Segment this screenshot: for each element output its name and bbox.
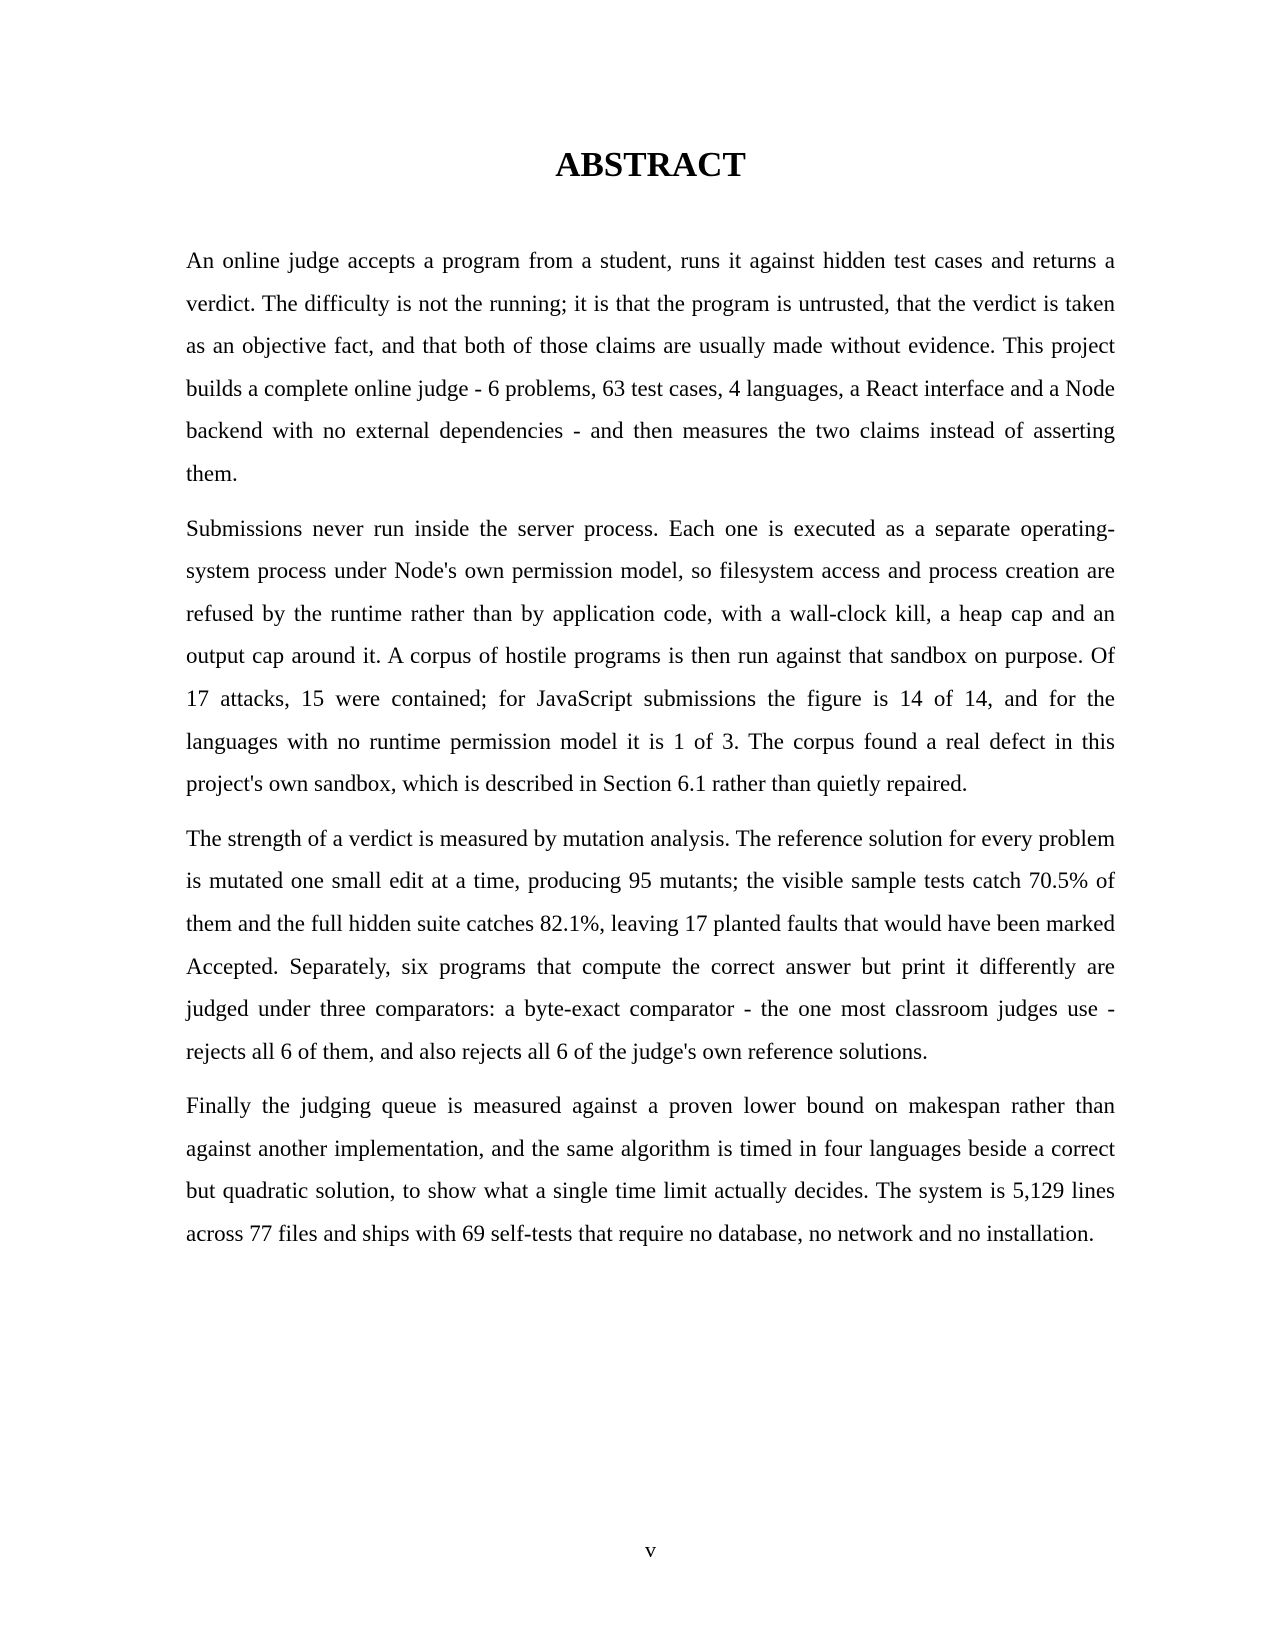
abstract-paragraph-4: Finally the judging queue is measured against a proven lower bound on makespan rather than against another implementation, and the same algorithm is timed in four languages beside a correct but quadratic solution, to show what a single time limit actually decides. The system is 5,129 lines across 77 files and ships with 69 self-tests that require no database, no network and no installation. (186, 1093, 1115, 1247)
abstract-paragraph-3: The strength of a verdict is measured by mutation analysis. The reference solution for every problem is mutated one small edit at a time, producing 95 mutants; the visible sample tests catch 70.5% of them and the full hidden suite catches 82.1%, leaving 17 planted faults that would have been marked Accepted. Separately, six programs that compute the correct answer but print it differently are judged under three comparators: a byte-exact comparator - the one most classroom judges use - rejects all 6 of them, and also rejects all 6 of the judge's own reference solutions. (186, 825, 1115, 1064)
page-number: v (645, 1537, 656, 1562)
page-title: ABSTRACT (555, 145, 746, 184)
abstract-paragraph-2: Submissions never run inside the server process. Each one is executed as a separate operating-system process under Node's own permission model, so filesystem access and process creation are refused by the runtime rather than by application code, with a wall-clock kill, a heap cap and an output cap around it. A corpus of hostile programs is then run against that sandbox on purpose. Of 17 attacks, 15 were contained; for JavaScript submissions the figure is 14 of 14, and for the languages with no runtime permission model it is 1 of 3. The corpus found a real defect in this project's own sandbox, which is described in Section 6.1 rather than quietly repaired. (186, 515, 1115, 797)
abstract-paragraph-1: An online judge accepts a program from a student, runs it against hidden test cases and returns a verdict. The difficulty is not the running; it is that the program is untrusted, that the verdict is taken as an objective fact, and that both of those claims are usually made without evidence. This project builds a complete online judge - 6 problems, 63 test cases, 4 languages, a React interface and a Node backend with no external dependencies - and then measures the two claims instead of asserting them. (186, 248, 1115, 486)
abstract-body (186, 240, 1115, 1268)
